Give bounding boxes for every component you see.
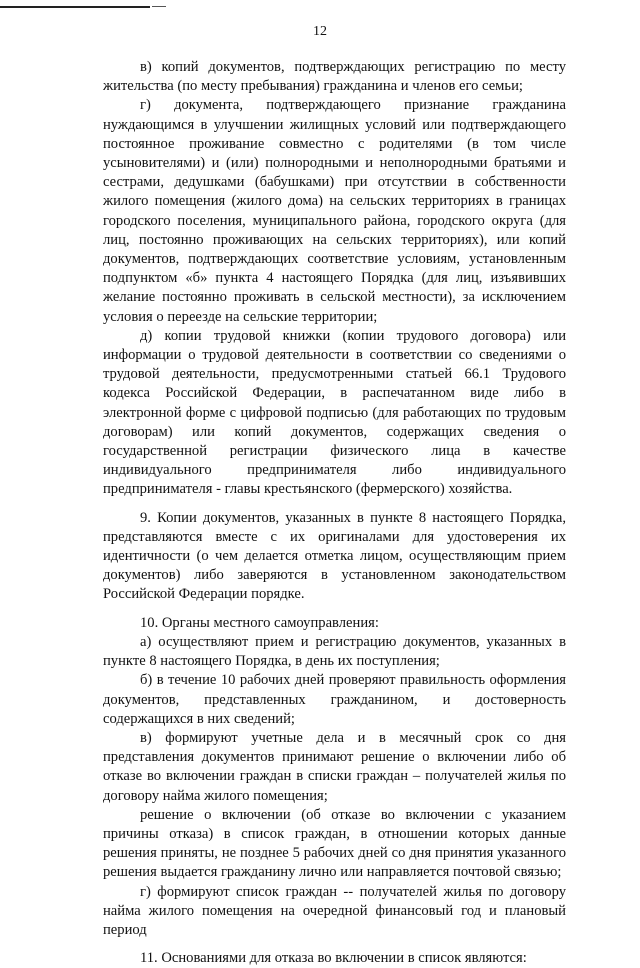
paragraph-9: 9. Копии документов, указанных в пункте 8 настоящего Порядка, представляются вместе с их оригиналами для удостоверения их идентичности (о чем делается отметка лицом, осуществляющим прием документов) либо заверяются в установленном законодательством Российской Федерации порядке. [103, 509, 566, 603]
paragraph-8v: в) копий документов, подтверждающих регистрацию по месту жительства (по месту пребывания) гражданина и членов его семьи; [103, 59, 566, 95]
paragraph-8d: д) копии трудовой книжки (копии трудового договора) или информации о трудовой деятельности в соответствии со сведениями о трудовой деятельности, предусмотренными статьей 66.1 Трудового кодекса Российской Федерации, в распечатанном виде либо в электронной форме с цифровой подписью (для работающих по трудовым договорам) или копий документов, содержащих сведения о государственной регистрации физического лица в качестве индивидуального предпринимателя либо индивидуального предпринимателя - главы крестьянского (фермерского) хозяйства. [103, 327, 566, 498]
paragraph-10b: б) в течение 10 рабочих дней проверяют правильность оформления документов, представленных гражданином, и достоверность содержащихся в них сведений; [103, 672, 566, 727]
top-rule [0, 6, 150, 8]
paragraph-10-decision: решение о включении (об отказе во включении с указанием причины отказа) в список граждан, в отношении которых данные решения приняты, не позднее 5 рабочих дней со дня принятия указанного решения выдается гражданину лично или направляется почтовой связью; [103, 806, 566, 881]
paragraph-10: 10. Органы местного самоуправления: [140, 614, 379, 631]
page-number: 12 [313, 24, 327, 39]
paragraph-10a: а) осуществляют прием и регистрацию документов, указанных в пункте 8 настоящего Порядка, в день их поступления; [103, 633, 566, 670]
paragraph-8g: г) документа, подтверждающего признание гражданина нуждающимся в улучшении жилищных условий или подтверждающего постоянное проживание совместно с родителями (в том числе усыновителями) и (или) полнородными и неполнородными братьями и сестрами, дедушками (бабушками) при отсутствии в собственности жилого помещения (жилого дома) на сельских территориях в границах городского поселения, муниципального района, городского округа (для лиц, постоянно проживающих на сельских территориях), или копий документов, подтверждающих соответствие условиям, установленным подпунктом «б» пункта 4 настоящего Порядка (для лиц, изъявивших желание постоянно проживать в сельской местности), за исключением условия о переезде на сельские территории; [103, 97, 566, 325]
document-body [103, 58, 566, 968]
paragraph-10g: г) формируют список граждан -- получателей жилья по договору найма жилого помещения на очередной финансовый год и плановый период [103, 883, 566, 938]
top-rule-tail [152, 6, 166, 7]
paragraph-11: 11. Основаниями для отказа во включении в список являются: [140, 950, 527, 967]
paragraph-10v: в) формируют учетные дела и в месячный срок со дня представления документов принимают решение о включении либо об отказе во включении граждан в списки граждан – получателей жилья по договору найма жилого помещения; [103, 729, 566, 804]
